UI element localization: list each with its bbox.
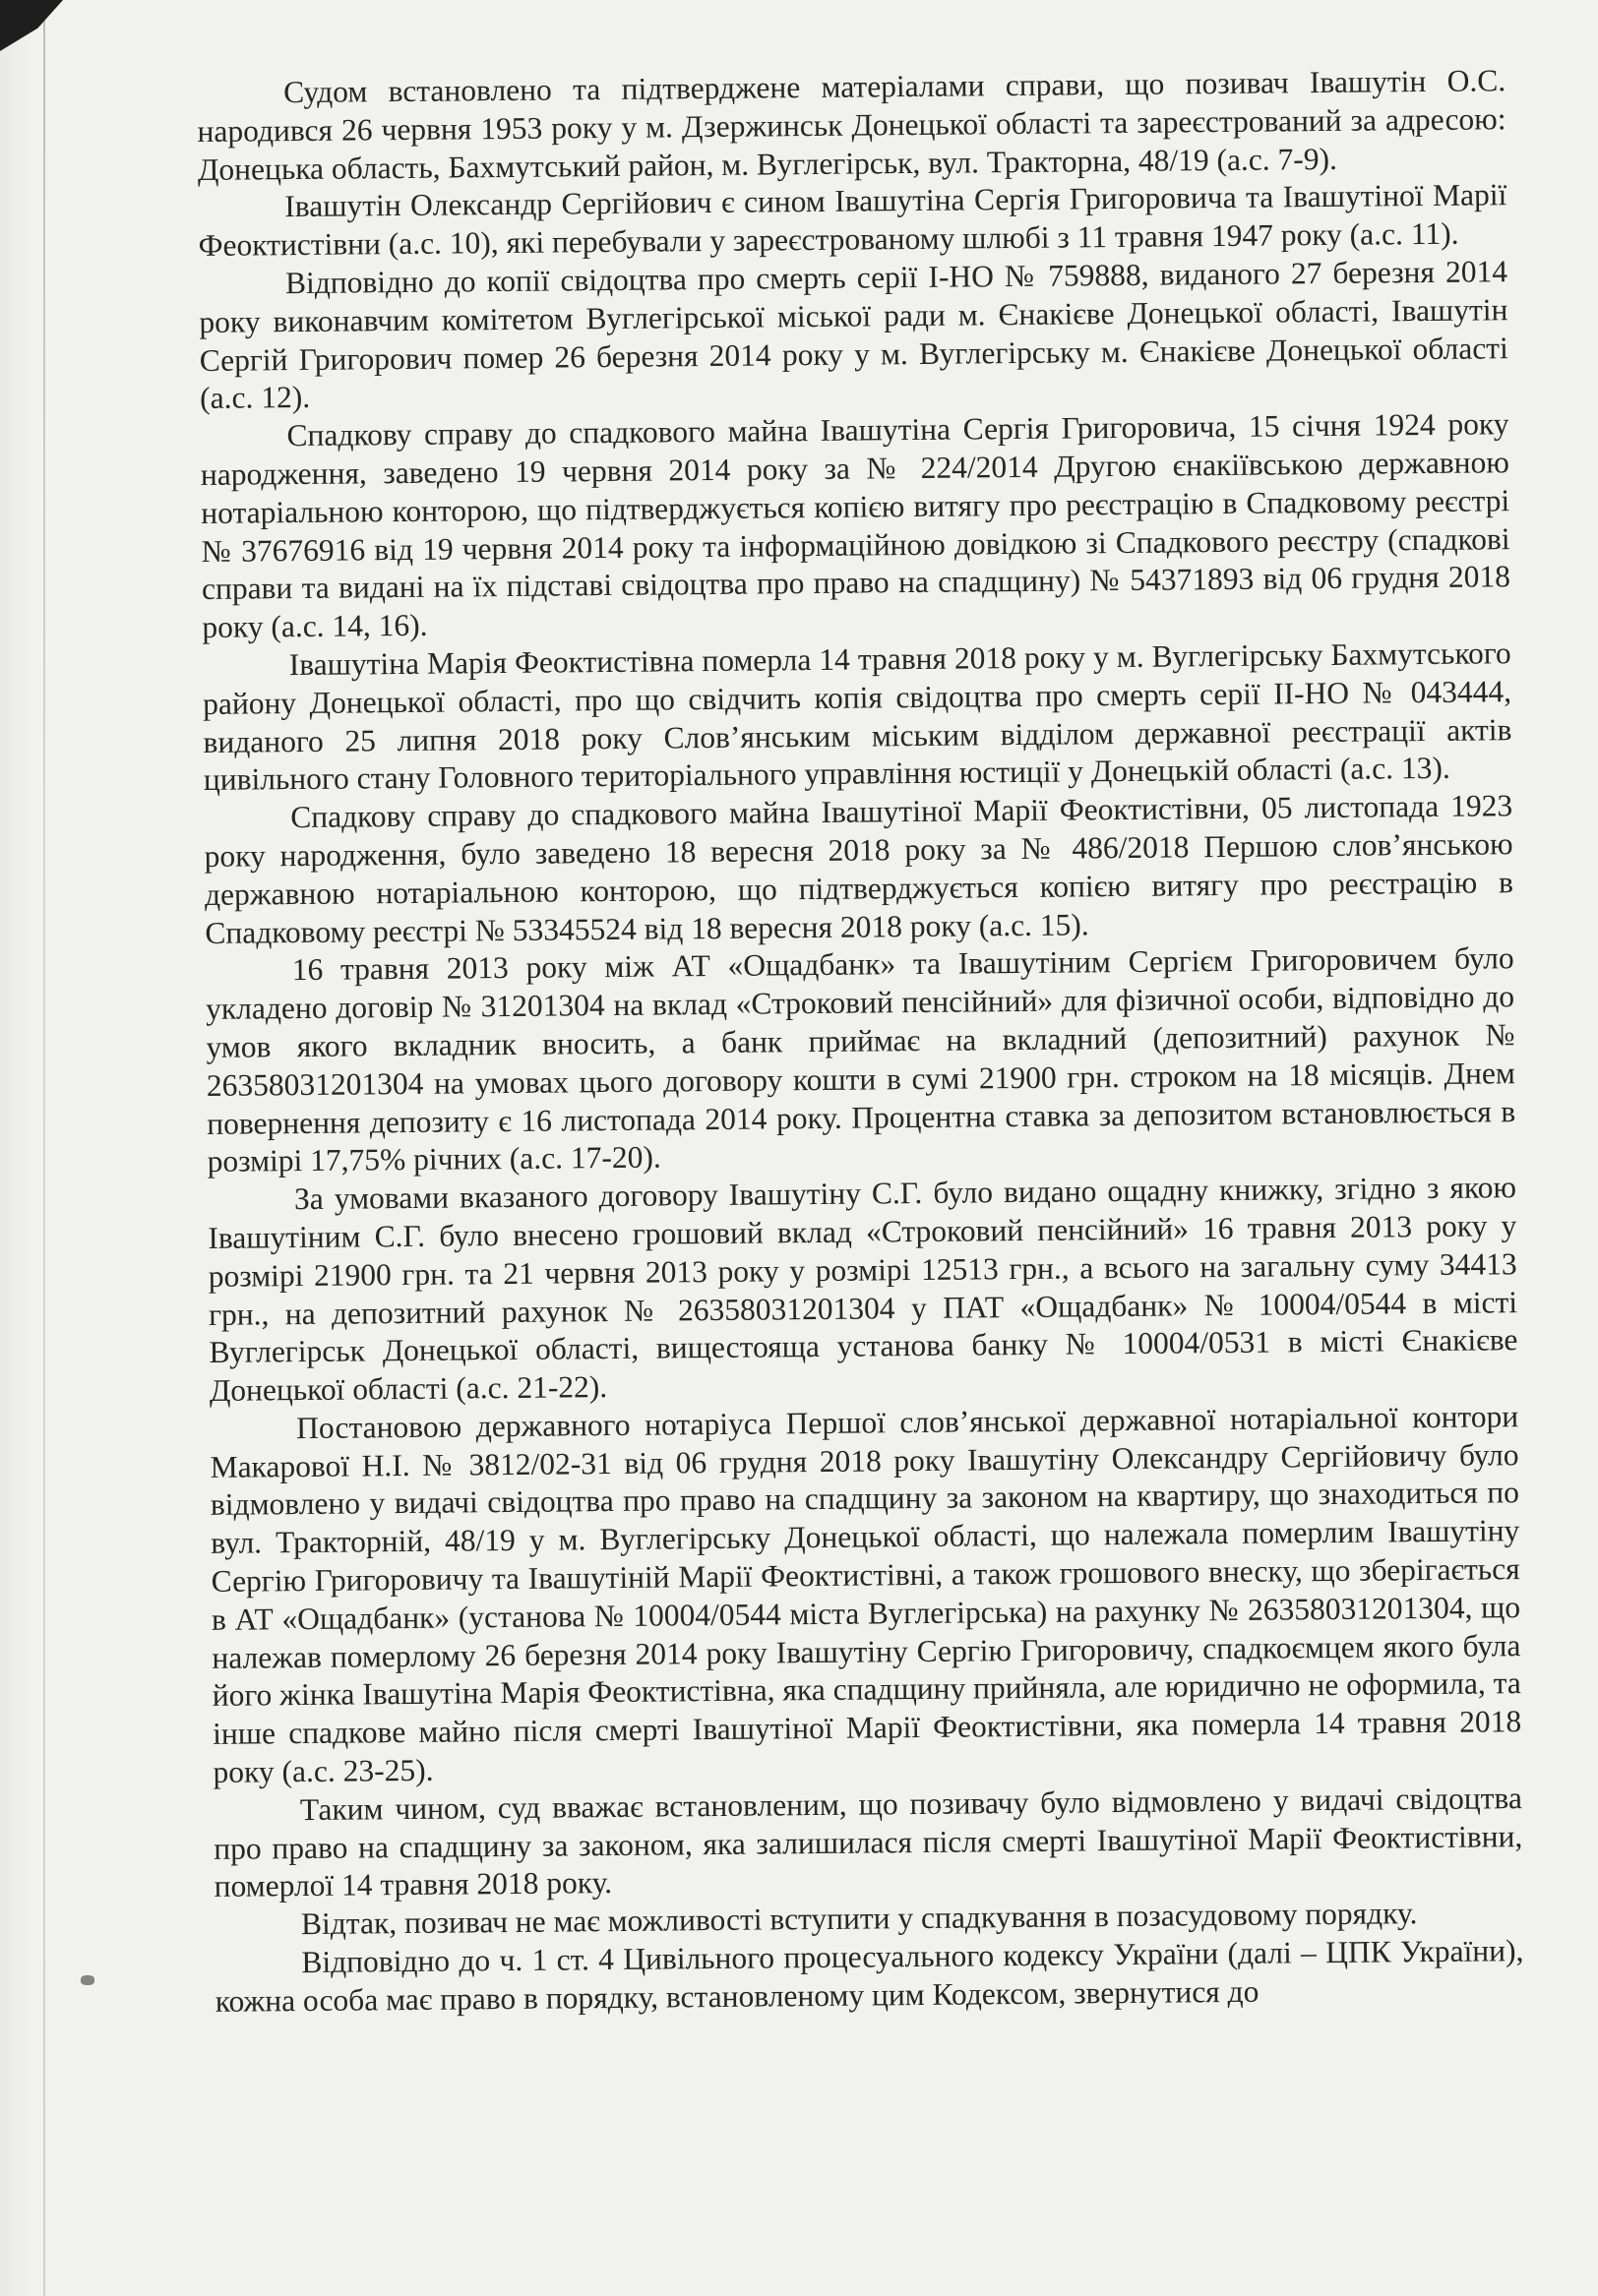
paragraph: За умовами вказаного договору Івашутіну С.Г. було видано ощадну книжку, згідно з якою Івашутіним С.Г. було внесено грошовий вклад «Строковий пенсійний» 16 травня 2013 року у розмірі 21900 грн. та 21 червня 2013 року у розмірі 12513 грн., а всього на загальну суму 34413 грн., на депозитний рахунок № 26358031201304 у ПАТ «Ощадбанк» № 10004/0544 в місті Вуглегірськ Донецької області, вищестояща установа банку № 10004/0531 в місті Єнакієве Донецької області (а.с. 21-22). — [208, 1170, 1518, 1409]
scan-speck — [81, 1975, 94, 1985]
paragraph: Таким чином, суд вважає встановленим, що позивачу було відмовлено у видачі свідоцтва про право на спадщину за законом, яка залишилася після смерті Івашутіної Марії Феоктистівни, померлої 14 травня 2018 року. — [214, 1781, 1523, 1904]
paragraph: Спадкову справу до спадкового майна Івашутіної Марії Феоктистівни, 05 листопада 1923 року народження, було заведено 18 вересня 2018 року за № 486/2018 Першою слов’янською державною нотаріальною конторою, що підтверджується копією витягу про реєстрацію в Спадковому реєстрі № 53345524 від 18 вересня 2018 року (а.с. 15). — [204, 788, 1514, 950]
page-left-margin-shadow — [0, 0, 57, 2296]
paragraph: Івашутін Олександр Сергійович є сином Івашутіна Сергія Григоровича та Івашутіної Марії Феоктистівни (а.с. 10), які перебували у зареєстрованому шлюбі з 11 травня 1947 року (а.с. 11). — [198, 177, 1507, 264]
paragraph: Відповідно до копії свідоцтва про смерть серії І-НО № 759888, виданого 27 березня 2014 року виконавчим комітетом Вуглегірської міської ради м. Єнакієве Донецької області, Івашутін Сергій Григорович помер 26 березня 2014 року у м. Вуглегірську м. Єнакієве Донецької області (а.с. 12). — [199, 254, 1508, 416]
paragraph: Івашутіна Марія Феоктистівна померла 14 травня 2018 року у м. Вуглегірську Бахмутського району Донецької області, про що свідчить копія свідоцтва про смерть серії ІІ-НО № 043444, виданого 25 липня 2018 року Слов’янським міським відділом державної реєстрації актів цивільного стану Головного територіального управління юстиції у Донецькій області (а.с. 13). — [202, 635, 1512, 798]
paragraph: Відтак, позивач не має можливості вступити у спадкування в позасудовому порядку. — [300, 1896, 1418, 1942]
document-body — [197, 62, 1526, 2278]
paragraph: Відповідно до ч. 1 ст. 4 Цивільного процесуального кодексу України (далі – ЦПК України), кожна особа має право в порядку, встановленому цим Кодексом, звернутися до — [215, 1933, 1524, 2019]
paragraph: Постановою державного нотаріуса Першої слов’янської державної нотаріальної контори Макарової Н.І. № 3812/02-31 від 06 грудня 2018 року Івашутіну Олександру Сергійовичу було відмовлено у видачі свідоцтва про право на спадщину за законом на квартиру, що знаходиться по вул. Тракторній, 48/19 у м. Вуглегірську Донецької області, що належала померлим Івашутіну Сергію Григоровичу та Івашутіній Марії Феоктистівні, а також грошового внеску, що зберігається в АТ «Ощадбанк» (установа № 10004/0544 міста Вуглегірська) на рахунку № 26358031201304, що належав померлому 26 березня 2014 року Івашутіну Сергію Григоровичу, спадкоємцем якого була його жінка Івашутіна Марія Феоктистівна, яка спадщину прийняла, але юридично не оформила, та інше спадкове майно після смерті Івашутіної Марії Феоктистівни, яка померла 14 травня 2018 року (а.с. 23-25). — [210, 1399, 1522, 1789]
binding-fold-line — [43, 0, 45, 2296]
paragraph: Судом встановлено та підтверджене матеріалами справи, що позивач Івашутін О.С. народився 26 червня 1953 року у м. Дзержинськ Донецької області та зареєстрований за адресою: Донецька область, Бахмутський район, м. Вуглегірськ, вул. Тракторна, 48/19 (а.с. 7-9). — [197, 63, 1506, 187]
paragraph: Спадкову справу до спадкового майна Івашутіна Сергія Григоровича, 15 січня 1924 року народження, заведено 19 червня 2014 року за № 224/2014 Другою єнакіївською державною нотаріальною конторою, що підтверджується копією витягу про реєстрацію в Спадковому реєстрі № 37676916 від 19 червня 2014 року та інформаційною довідкою зі Спадкового реєстру (спадкові справи та видані на їх підставі свідоцтва про право на спадщину) № 54371893 від 06 грудня 2018 року (а.с. 14, 16). — [200, 406, 1511, 645]
paragraph: 16 травня 2013 року між АТ «Ощадбанк» та Івашутіним Сергієм Григоровичем було укладено договір № 31201304 на вклад «Строковий пенсійний» для фізичної особи, відповідно до умов якого вкладник вносить, а банк приймає на вкладний (депозитний) рахунок № 26358031201304 на умовах цього договору кошти в сумі 21900 грн. строком на 18 місяців. Днем повернення депозиту є 16 листопада 2014 року. Процентна ставка за депозитом встановлюється в розмірі 17,75% річних (а.с. 17-20). — [205, 940, 1516, 1179]
